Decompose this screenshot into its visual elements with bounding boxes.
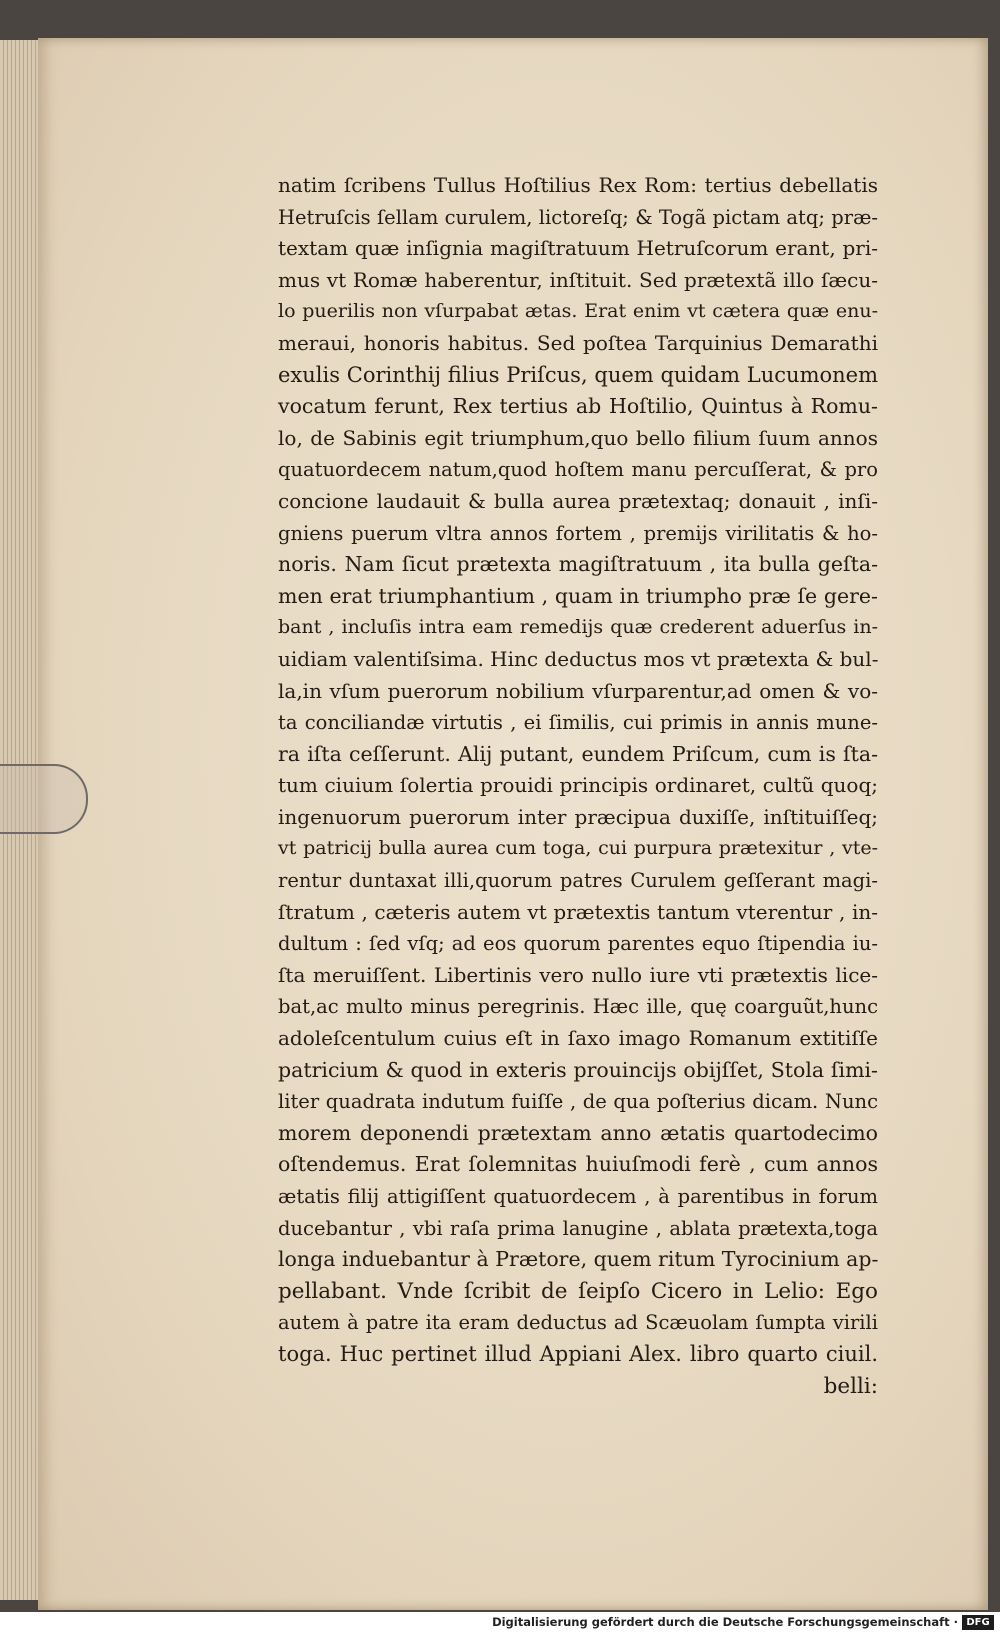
- text-line: ingenuorum puerorum inter præcipua duxiſſe, inſtituiſſeq;: [278, 804, 878, 829]
- text-line: mus vt Romæ haberentur, inſtituit. Sed prætextã illo ſæcu-: [278, 267, 878, 292]
- text-line: pellabant. Vnde ſcribit de ſeipſo Cicero in Lelio: Ego: [278, 1278, 878, 1304]
- text-line: men erat triumphantium , quam in triumpho præ ſe gere-: [278, 583, 878, 608]
- text-line: ætatis filij attigiſſent quatuordecem , à parentibus in forum: [278, 1185, 878, 1208]
- text-line: tum ciuium ſolertia prouidi principis ordinaret, cultũ quoq;: [278, 773, 878, 798]
- text-line: textam quæ inſignia magiſtratuum Hetruſcorum erant, pri-: [278, 236, 878, 261]
- text-line: uidiam valentiſsima. Hinc deductus mos vt prætexta & bul-: [278, 646, 879, 671]
- text-line: dultum : ſed vſq; ad eos quorum parentes equo ſtipendia iu-: [278, 932, 878, 956]
- text-line: patricium & quod in exteris prouincijs obijſſet, Stola ſimi-: [278, 1057, 878, 1082]
- book-clip: [0, 764, 88, 834]
- text-line: longa induebantur à Prætore, quem ritum Tyrocinium ap-: [278, 1247, 879, 1272]
- text-line: lo puerilis non vſurpabat ætas. Erat enim vt cætera quæ enu-: [278, 300, 878, 323]
- text-line: oſtendemus. Erat ſolemnitas huiuſmodi ferè , cum annos: [278, 1152, 878, 1177]
- text-line: quatuordecem natum,quod hoſtem manu percuſſerat, & pro: [278, 458, 878, 482]
- text-line: adoleſcentulum cuius eſt in ſaxo imago Romanum extitiſſe: [278, 1026, 878, 1051]
- text-line: ſtratum , cæteris autem vt prætextis tantum vterentur , in-: [278, 899, 878, 924]
- text-line: rentur duntaxat illi,quorum patres Curulem geſſerant magi-: [278, 869, 878, 893]
- text-line: morem deponendi prætextam anno ætatis quartodecimo: [278, 1120, 878, 1145]
- text-line: vocatum ferunt, Rex tertius ab Hoſtilio, Quintus à Romu-: [278, 394, 878, 419]
- text-line: natim ſcribens Tullus Hoſtilius Rex Rom: tertius debellatis: [278, 173, 878, 197]
- dfg-logo: DFG: [962, 1615, 994, 1630]
- text-line: Hetruſcis ſellam curulem, lictoreſq; & Togã pictam atq; præ-: [278, 205, 878, 229]
- footer-credit: Digitalisierung gefördert durch die Deutsche Forschungsgemeinschaft ·: [492, 1615, 958, 1629]
- text-line: bat,ac multo minus peregrinis. Hæc ille, quę coarguũt,hunc: [278, 995, 878, 1019]
- text-line: noris. Nam ſicut prætexta magiſtratuum , ita bulla geſta-: [278, 552, 878, 577]
- page-text: [278, 170, 878, 1402]
- text-line: gniens puerum vltra annos fortem , premijs virilitatis & ho-: [278, 521, 878, 545]
- text-line: ducebantur , vbi raſa prima lanugine , ablata prætexta,toga: [278, 1216, 878, 1240]
- text-line: vt patricij bulla aurea cum toga, cui purpura prætexitur , vte-: [278, 837, 878, 860]
- text-line: ta conciliandæ virtutis , ei ſimilis, cui primis in annis mune-: [278, 711, 878, 735]
- text-line: concione laudauit & bulla aurea prætextaq; donauit , inſi-: [278, 488, 878, 513]
- text-line: bant , incluſis intra eam remedijs quæ crederent aduerſus in-: [278, 616, 878, 639]
- text-line: toga. Huc pertinet illud Appiani Alex. libro quarto ciuil.: [278, 1341, 878, 1366]
- text-line: ra iſta ceſſerunt. Alij putant, eundem Priſcum, cum is ſta-: [278, 741, 878, 766]
- footer-bar: [0, 1612, 1000, 1635]
- text-line: ſta meruiſſent. Libertinis vero nullo iure vti prætextis lice-: [278, 962, 878, 987]
- text-line: lo, de Sabinis egit triumphum,quo bello filium ſuum annos: [278, 425, 878, 450]
- text-line: la,in vſum puerorum nobilium vſurparentur,ad omen & vo-: [278, 678, 878, 703]
- text-line: exulis Corinthij filius Priſcus, quem quidam Lucumonem: [278, 362, 878, 387]
- catchword: belli:: [823, 1373, 878, 1399]
- text-line: meraui, honoris habitus. Sed poſtea Tarquinius Demarathi: [278, 330, 878, 355]
- text-line: autem à patre ita eram deductus ad Scæuolam ſumpta virili: [278, 1311, 878, 1335]
- text-line: liter quadrata indutum fuiſſe , de qua poſterius dicam. Nunc: [278, 1090, 878, 1114]
